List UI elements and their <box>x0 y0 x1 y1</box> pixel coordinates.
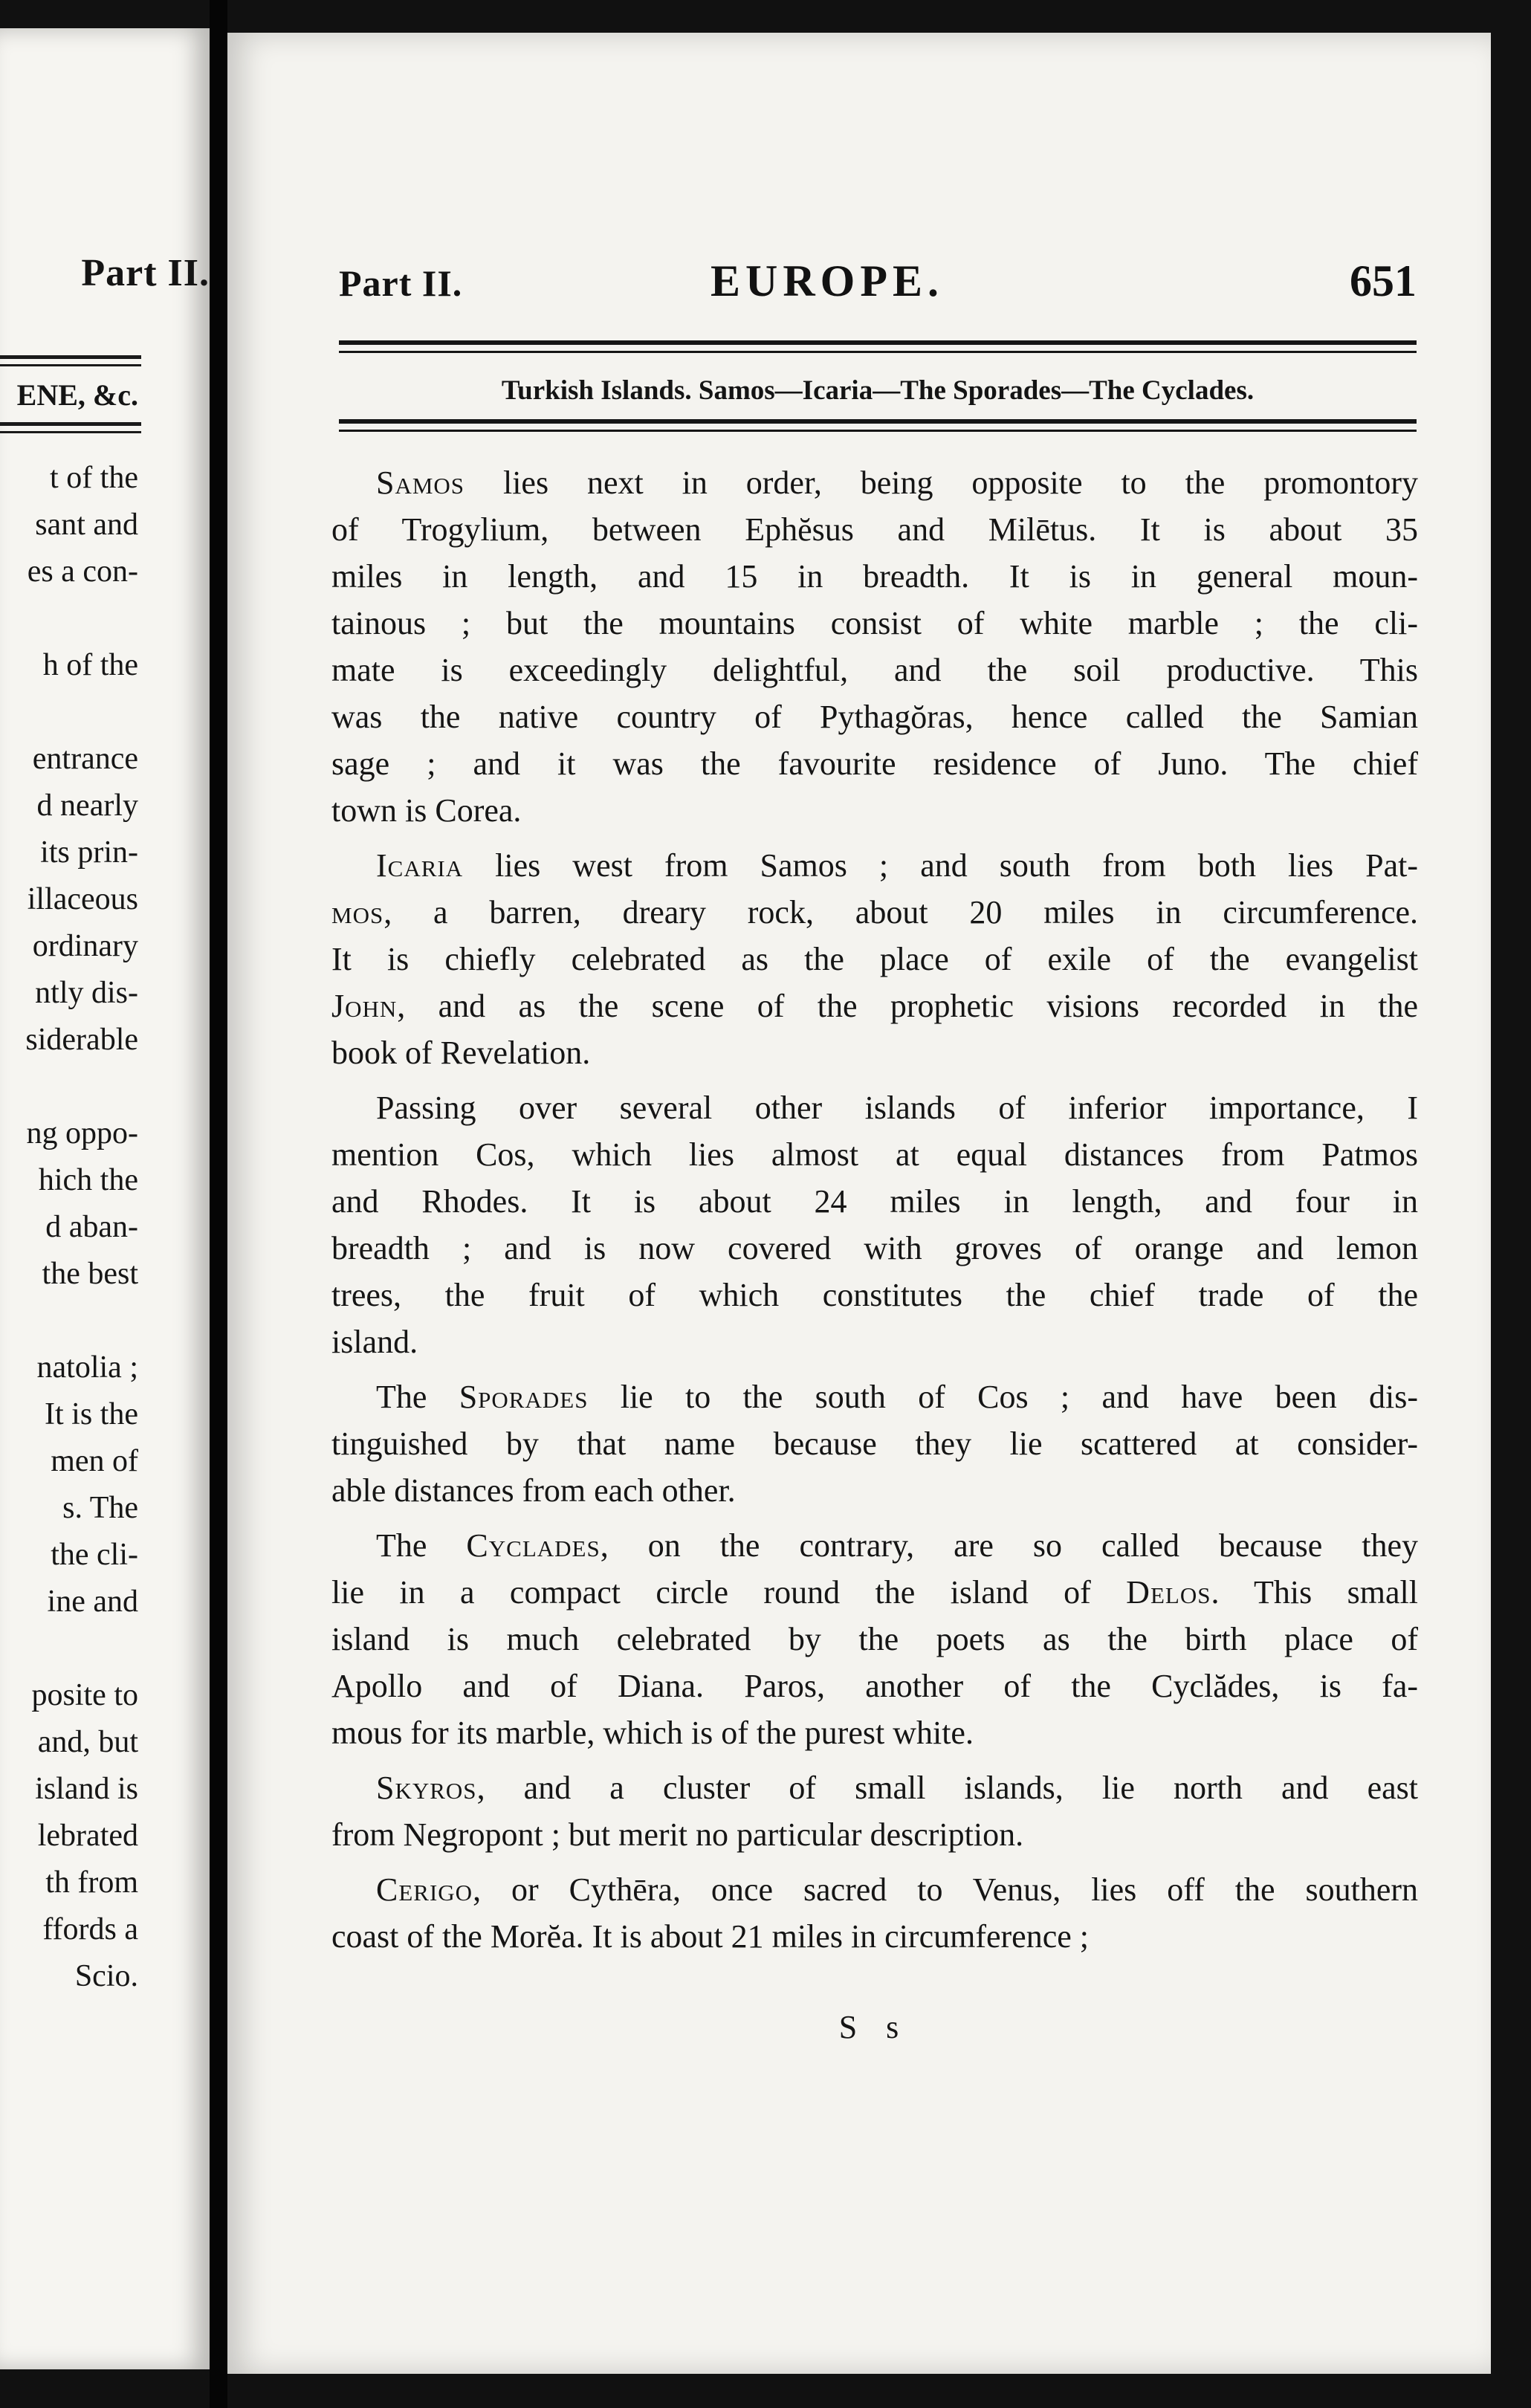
facing-text-line: Scio. <box>74 1959 138 1993</box>
small-caps-name: Cyclades <box>466 1527 601 1564</box>
text-line <box>331 1084 1418 1131</box>
facing-text-line: es a con- <box>27 554 138 589</box>
subhead-rule-thin <box>339 430 1417 432</box>
line-text: town is Corea. <box>331 792 522 829</box>
facing-page-text <box>0 455 138 2000</box>
facing-text-line: It is the <box>45 1397 138 1431</box>
text-line <box>331 1178 1418 1225</box>
facing-text-line: siderable <box>25 1023 138 1057</box>
facing-page-fragment <box>0 28 210 2369</box>
facing-text-line <box>0 1625 138 1672</box>
running-head <box>339 256 1417 315</box>
facing-rule <box>0 355 141 359</box>
line-text: book of Revelation. <box>331 1035 591 1071</box>
facing-text-line: lebrated <box>37 1819 138 1853</box>
facing-text-line: the best <box>42 1257 138 1291</box>
text-line <box>331 1709 1418 1756</box>
line-text: , a barren, dreary rock, about 20 miles in circumference. <box>383 894 1418 930</box>
section-subhead: Turkish Islands. Samos—Icaria—The Sporades—The Cyclades. <box>501 375 1255 406</box>
facing-text-line: the cli- <box>51 1538 138 1572</box>
facing-text-line: and, but <box>37 1725 138 1759</box>
text-line <box>331 1569 1418 1616</box>
text-line <box>331 1811 1418 1858</box>
small-caps-name: Sporades <box>459 1379 589 1415</box>
small-caps-name: Icaria <box>376 847 464 884</box>
text-line <box>331 740 1418 787</box>
text-line <box>331 693 1418 740</box>
line-text: miles in length, and 15 in breadth. It is in general moun- <box>331 558 1418 595</box>
text-line <box>331 1866 1418 1913</box>
line-text: able distances from each other. <box>331 1472 736 1509</box>
header-rule-thin <box>339 351 1417 353</box>
paragraph <box>331 459 1418 834</box>
facing-text-line <box>0 1064 138 1110</box>
line-text: sage ; and it was the favourite residence of Juno. The chief <box>331 745 1418 782</box>
line-text: mate is exceedingly delightful, and the soil productive. This <box>331 652 1418 688</box>
facing-rule <box>0 422 141 426</box>
facing-text-line: d aban- <box>45 1210 138 1244</box>
text-line <box>331 787 1418 834</box>
facing-text-line: ng oppo- <box>26 1116 138 1150</box>
facing-text-line: posite to <box>31 1678 138 1712</box>
line-text: , on the contrary, are so called because they <box>600 1527 1418 1564</box>
line-text: tinguished by that name because they lie scattered at consider- <box>331 1425 1418 1462</box>
text-line <box>331 936 1418 983</box>
line-text: The <box>376 1527 467 1564</box>
subhead-rule-thick <box>339 419 1417 424</box>
line-text: Passing over several other islands of inferior importance, I <box>376 1090 1418 1126</box>
text-line <box>331 842 1418 889</box>
text-line <box>331 1131 1418 1178</box>
line-text: lie to the south of Cos ; and have been dis- <box>588 1379 1418 1415</box>
page-number: 651 <box>1350 256 1417 305</box>
facing-text-line: ffords a <box>42 1912 138 1946</box>
text-line <box>331 1272 1418 1318</box>
text-line <box>331 1029 1418 1076</box>
facing-text-line: ine and <box>47 1585 138 1619</box>
facing-rule <box>0 364 141 366</box>
line-text: trees, the fruit of which constitutes the chief trade of the <box>331 1277 1418 1313</box>
facing-text-line: sant and <box>35 508 138 542</box>
small-caps-name: Samos <box>376 465 465 501</box>
line-text: lie in a compact circle round the island of <box>331 1574 1127 1611</box>
line-text: was the native country of Pythagŏras, hence called the Samian <box>331 699 1418 735</box>
line-text: The <box>376 1379 459 1415</box>
line-text: breadth ; and is now covered with groves of orange and lemon <box>331 1230 1418 1266</box>
line-text: It is chiefly celebrated as the place of exile of the evangelist <box>331 941 1418 977</box>
small-caps-name: Cerigo <box>376 1871 473 1908</box>
line-text: and Rhodes. It is about 24 miles in length, and four in <box>331 1183 1418 1220</box>
line-text: island is much celebrated by the poets as the birth place of <box>331 1621 1418 1657</box>
text-line <box>331 1764 1418 1811</box>
paragraph <box>331 1764 1418 1858</box>
text-line <box>331 1663 1418 1709</box>
header-rule-thick <box>339 340 1417 345</box>
line-text: , or Cythēra, once sacred to Venus, lies off the southern <box>473 1871 1418 1908</box>
line-text: , and a cluster of small islands, lie north and east <box>476 1770 1418 1806</box>
book-gutter <box>210 0 227 2408</box>
text-line <box>331 1420 1418 1467</box>
paragraph <box>331 1373 1418 1514</box>
line-text: from Negropont ; but merit no particular description. <box>331 1816 1024 1853</box>
facing-text-line: t of the <box>50 461 138 495</box>
line-text: mention Cos, which lies almost at equal distances from Patmos <box>331 1136 1418 1173</box>
line-text: of Trogylium, between Ephĕsus and Milētus. It is about 35 <box>331 511 1418 548</box>
line-text: lies west from Samos ; and south from both lies Pat- <box>463 847 1418 884</box>
facing-text-line: ordinary <box>32 929 138 963</box>
facing-text-line: d nearly <box>36 789 138 823</box>
facing-text-line: s. The <box>62 1491 138 1525</box>
text-line <box>331 1913 1418 1960</box>
text-line <box>331 506 1418 553</box>
text-line <box>331 1467 1418 1514</box>
text-line <box>331 983 1418 1029</box>
line-text: lies next in order, being opposite to the promontory <box>465 465 1418 501</box>
line-text: tainous ; but the mountains consist of white marble ; the cli- <box>331 605 1418 641</box>
text-line <box>331 1318 1418 1365</box>
facing-text-line: th from <box>45 1865 138 1900</box>
facing-text-line: illaceous <box>27 882 138 916</box>
text-line <box>331 553 1418 600</box>
paragraph <box>331 1866 1418 1960</box>
facing-text-line <box>0 595 138 642</box>
line-text: , and as the scene of the prophetic visions recorded in the <box>397 988 1418 1024</box>
text-line <box>331 647 1418 693</box>
line-text: . This small <box>1211 1574 1418 1611</box>
facing-text-line: its prin- <box>40 835 138 870</box>
text-line <box>331 889 1418 936</box>
facing-text-line: men of <box>51 1444 138 1478</box>
small-caps-name: mos <box>331 894 384 930</box>
text-line <box>331 1522 1418 1569</box>
paragraph <box>331 842 1418 1076</box>
body-text <box>331 459 1418 1968</box>
line-text: coast of the Morĕa. It is about 21 miles in circumference ; <box>331 1918 1089 1955</box>
paragraph <box>331 1084 1418 1365</box>
facing-text-line <box>0 689 138 736</box>
paragraph <box>331 1522 1418 1756</box>
facing-text-line: h of the <box>42 648 138 682</box>
facing-page-subheader: ENE, &c. <box>16 378 138 412</box>
book-page <box>227 33 1491 2374</box>
line-text: mous for its marble, which is of the purest white. <box>331 1715 974 1751</box>
text-line <box>331 600 1418 647</box>
facing-rule <box>0 431 141 433</box>
page-title: EUROPE. <box>711 256 945 305</box>
facing-text-line <box>0 1298 138 1344</box>
facing-text-line: ntly dis- <box>35 976 138 1010</box>
text-line <box>331 459 1418 506</box>
text-line <box>331 1225 1418 1272</box>
signature-mark: S s <box>838 2009 910 2045</box>
small-caps-name: Delos <box>1126 1574 1211 1611</box>
part-label: Part II. <box>339 262 463 304</box>
text-line <box>331 1616 1418 1663</box>
facing-text-line: natolia ; <box>36 1350 138 1385</box>
line-text: Apollo and of Diana. Paros, another of the Cyclădes, is fa- <box>331 1668 1418 1704</box>
facing-text-line: hich the <box>38 1163 138 1197</box>
facing-text-line: island is <box>35 1772 138 1806</box>
small-caps-name: Skyros <box>376 1770 477 1806</box>
small-caps-name: John <box>331 988 398 1024</box>
facing-page-header: Part II. <box>81 252 210 294</box>
line-text: island. <box>331 1324 418 1360</box>
text-line <box>331 1373 1418 1420</box>
facing-text-line: entrance <box>32 742 138 776</box>
